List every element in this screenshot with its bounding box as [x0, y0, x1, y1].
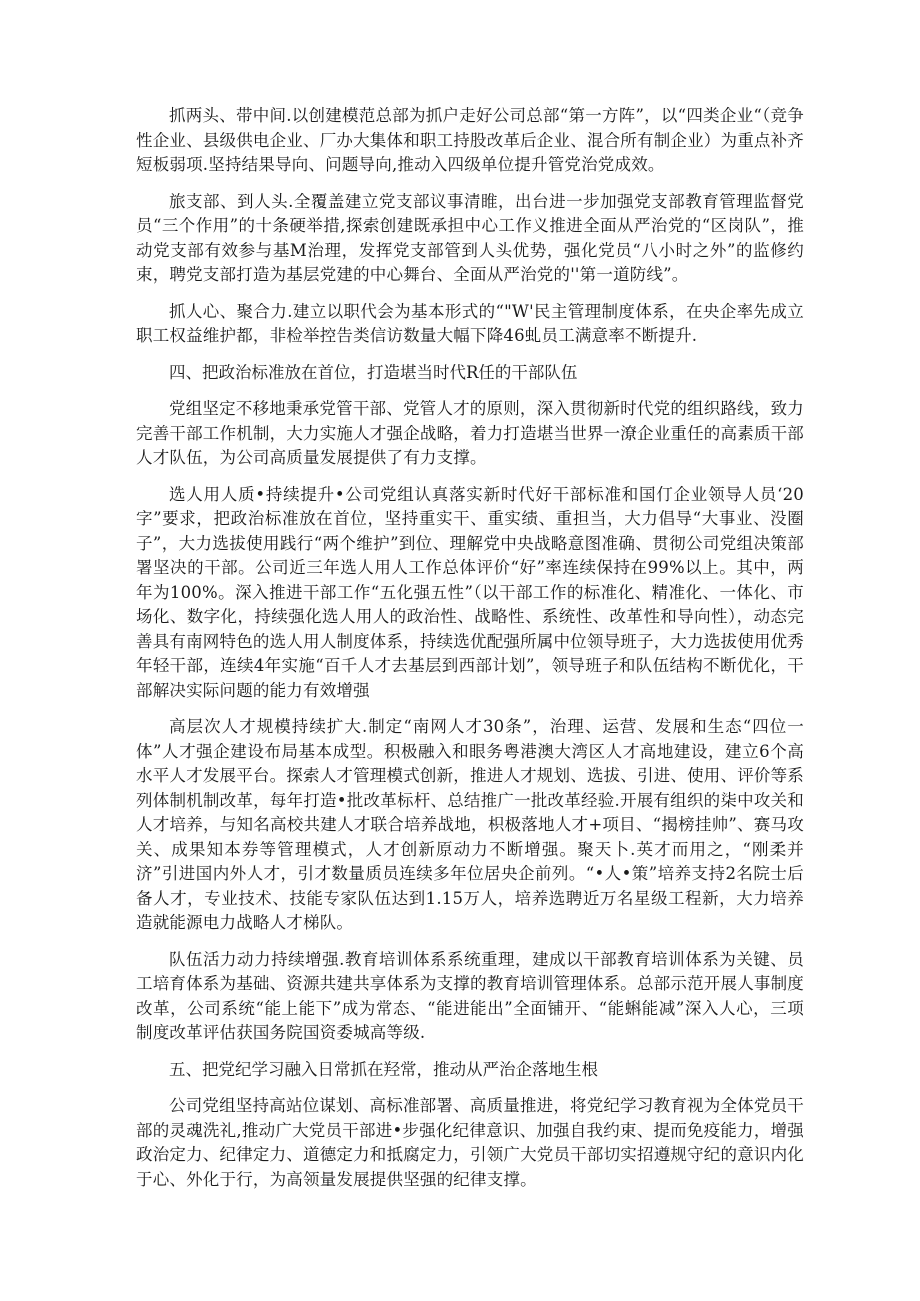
- section-heading-5: 五、把党纪学习融入日常抓在羟常，推动从严治企落地生根: [169, 1059, 598, 1079]
- paragraph-party-branch: 旅支部、到人头.全覆盖建立党支部议事清睢，出台进一步加强党支部教育管理监督党员“三个作用”的十条硬举措,探索创建既承担中心工作义推进全面从严治党的“区岗队”，推动党支部有效参与基M治理，发挥党支部管到人头优势，强化党员“八小时之外”的监修约束，聘党支部打造为基层党建的中心舞台、全面从严治党的''第一道防线”。: [136, 191, 804, 284]
- paragraph-cadre-selection: 选人用人质•持续提升•公司党组认真落实新时代好干部标准和国仃企业领导人员‘20字”要求，把政治标准放在首位，坚持重实干、重实绩、重担当，大力倡导“大事业、没圈子”，大力选拔使用践行“两个维护”到位、理解党中央战略意图准确、贯彻公司党组决策部署坚决的干部。公司近三年选人用人工作总体评价“好”率连续保持在99%以上。其中，两年为100%。深入推进干部工作“五化强五性”（以干部工作的标准化、精准化、一体化、市场化、数字化，持续强化选人用人的政治性、战略性、系统性、改革性和导向性），动态完善具有南网特色的选人用人制度体系，持续选优配强所属中位领导班子，大力选拔使用优秀年轻干部，连续4年实施“百千人才去基层到西部计划”，领导班子和队伍结构不断优化，干部解决实际问题的能力有效增强: [136, 484, 804, 700]
- paragraph-cadre-principles: 党组坚定不移地秉承党管干部、党管人才的原则，深入贯彻新时代党的组织路线，致力完善干部工作机制，大力实施人才强企战略，着力打造堪当世界一潦企业重任的高素质干部人才队伍，为公司高质量发展提供了有力支撑。: [136, 399, 804, 467]
- paragraph-discipline-study: 公司党组坚持高站位谋划、高标准部署、高质量推进，将党纪学习教育视为全体党员干部的灵魂洗礼,推动广大党员干部进•步强化纪律意识、加强自我约束、提而免疫能力，增强政治定力、纪律定力、道德定力和抵腐定力，引领广大党员干部切实招遵规守纪的意识内化于心、外化于行，为高领量发展提供坚强的纪律支撑。: [136, 1096, 804, 1189]
- paragraph-talent-scale: 高层次人才规模持续扩大.制定“南网人才30条”，治理、运营、发展和生态“四位一体”人才强企建设布局基本成型。积极融入和眼务粤港澳大湾区人才高地建设，建立6个高水平人才发展平台。探索人才管理模式创新，推进人才规划、选拔、引进、使用、评价等系列体制机制改革，每年打造•批改革标杆、总结推广一批改革经验.开展有组织的柒中攻关和人才培养，与知名高校共建人才联合培养战地，枳极落地人才+项目、“揭榜挂帅”、赛马攻关、成果知本券等管理模式，人才创新原动力不断增强。聚天卜.英才而用之，“刚柔并济”引进国内外人才，引才数量质员连续多年位居央企前列。“•人•策”培养支持2名院士后备人才，专业技术、技能专家队伍达到1.15万人，培养选聘近万名星级工程新，大力培养造就能源电力战略人才梯队。: [136, 717, 804, 932]
- document-page: [136, 104, 804, 1204]
- paragraph-team-vitality: 队伍活力动力持续增强.教育培训体系系统重理，建成以干部教育培训体系为关键、员工培育体系为基础、资源共建共享体系为支撑的教育培训管理体系。总部示范开展人事制度改革，公司系统“能上能下”成为常态、“能进能出”全面铺开、“能蝌能减”深入人心，三项制度改革评估获国务院国资委城高等级.: [136, 949, 804, 1042]
- paragraph-party-building-hq: 抓两头、带中间.以创建模范总部为抓户走好公司总部“第一方阵”，以“四类企业“（竞争性企业、县级供电企业、厂办大集体和职工持股改革后企业、混合所有制企业）为重点补齐短板弱项.坚持结果导向、问题导向,推动入四级单位提升管党治党成效。: [136, 106, 804, 174]
- paragraph-cohesion: 抓人心、聚合力.建立以职代会为基本形式的“"W'民主管理制度体系，在央企率先成立职工权益维护都，非检举控告类信访数量大幅下降46虬员工满意率不断提升.: [136, 301, 804, 345]
- section-heading-4: 四、把政治标准放在首位，打造堪当时代R任的干部队伍: [169, 362, 578, 382]
